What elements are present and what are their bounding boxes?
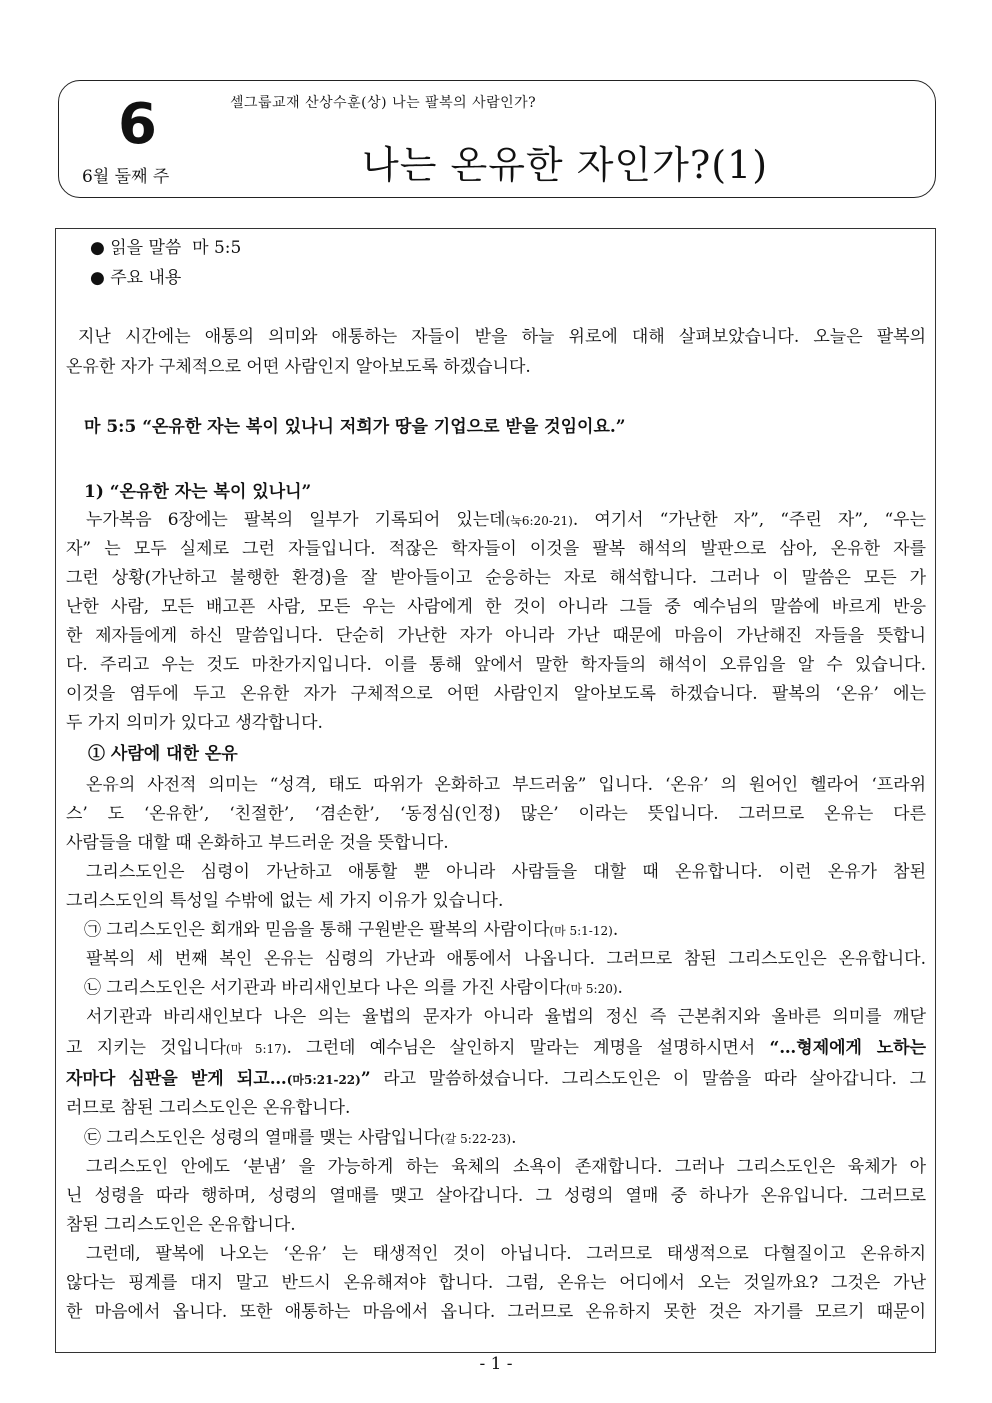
- page-title: 나는 온유한 자인가?(1): [362, 143, 769, 187]
- series-label: 셀그룹교재 산상수훈(상) 나는 팔복의 사람인가?: [230, 95, 537, 111]
- para1-line-6: 다. 주리고 우는 것도 마찬가지입니다. 이를 통해 앞에서 말한 학자들의 해석이 오류임을 알 수 있습니다.: [66, 655, 926, 675]
- reason-1-body: 팔복의 세 번째 복인 온유는 심령의 가난과 애통에서 나옵니다. 그러므로 참된 그리스도인은 온유합니다.: [86, 949, 926, 969]
- para2-line-1: 온유의 사전적 의미는 “성격, 태도 따위가 온화하고 부드러움” 입니다. ‘온유’ 의 원어인 헬라어 ‘프라위: [86, 775, 926, 795]
- reading-label: 읽을 말씀: [110, 238, 182, 258]
- reason-2-line-3: 자마다 심판을 받게 되고…(마5:21-22)” 라고 말씀하셨습니다. 그리스도인은 이 말씀을 따라 살아갑니다. 그: [66, 1069, 926, 1089]
- para1-line-8: 두 가지 의미가 있다고 생각합니다.: [66, 713, 323, 733]
- main-content-line: [90, 264, 950, 292]
- reason-3-line-2: 닌 성령을 따라 행하며, 성령의 열매를 맺고 살아갑니다. 그 성령의 열매 중 하나가 온유입니다. 그러므로: [66, 1186, 926, 1206]
- bullet-icon: ●: [90, 268, 105, 288]
- page-number: - 1 -: [479, 1354, 513, 1374]
- subsection-title: ① 사람에 대한 온유: [88, 744, 238, 764]
- reason-2-line-1: 서기관과 바리새인보다 나은 의는 율법의 문자가 아니라 율법의 정신 즉 근본취지와 올바른 의미를 깨닫: [86, 1007, 926, 1027]
- lesson-number: 6: [118, 92, 157, 157]
- reason-3: ㉢ 그리스도인은 성령의 열매를 맺는 사람입니다(갈 5:22-23).: [84, 1128, 517, 1148]
- para2-line-2: 스’ 도 ‘온유한’, ‘친절한’, ‘겸손한’, ‘동정심(인정) 많은’ 이라는 뜻입니다. 그러므로 온유는 다른: [66, 804, 926, 824]
- reason-2-line-2: 고 지키는 것입니다(마 5:17). 그런데 예수님은 살인하지 말라는 계명을 설명하시면서 “…형제에게 노하는: [66, 1038, 927, 1058]
- para3-line-1: 그리스도인은 심령이 가난하고 애통할 뿐 아니라 사람들을 대할 때 온유합니다. 이런 온유가 참된: [86, 862, 926, 882]
- para1-line-4: 난한 사람, 모든 배고픈 사람, 모든 우는 사람에게 한 것이 아니라 그들 중 예수님의 말씀에 바르게 반응: [66, 597, 926, 617]
- reason-3-line-1: 그리스도인 안에도 ‘분냄’ 을 가능하게 하는 육체의 소욕이 존재합니다. 그러나 그리스도인은 육체가 아: [86, 1157, 926, 1177]
- reason-1: ㉠ 그리스도인은 회개와 믿음을 통해 구원받은 팔복의 사람이다(마 5:1-12).: [84, 920, 619, 940]
- reason-2: ㉡ 그리스도인은 서기관과 바리새인보다 나은 의를 가진 사람이다(마 5:20).: [84, 978, 623, 998]
- intro-line-1: 지난 시간에는 애통의 의미와 애통하는 자들이 받을 하늘 위로에 대해 살펴보았습니다. 오늘은 팔복의: [78, 327, 926, 347]
- para3-line-2: 그리스도인의 특성일 수밖에 없는 세 가지 이유가 있습니다.: [66, 891, 504, 911]
- para1-line-2: 자” 는 모두 실제로 그런 자들입니다. 적잖은 학자들이 이것을 팔복 해석의 발판으로 삼아, 온유한 자를: [66, 539, 926, 559]
- reason-2-line-4: 러므로 참된 그리스도인은 온유합니다.: [66, 1098, 351, 1118]
- main-content-label: 주요 내용: [110, 268, 182, 288]
- para-last-line-3: 한 마음에서 옵니다. 또한 애통하는 마음에서 옵니다. 그러므로 온유하지 못한 것은 자기를 모르기 때문이: [66, 1302, 926, 1322]
- week-label: 6월 둘째 주: [82, 167, 170, 187]
- para2-line-3: 사람들을 대할 때 온화하고 부드러운 것을 뜻합니다.: [66, 833, 449, 853]
- reason-3-line-3: 참된 그리스도인은 온유합니다.: [66, 1215, 296, 1235]
- para1-line-3: 그런 상황(가난하고 불행한 환경)을 잘 받아들이고 순응하는 자로 해석합니다. 그러나 이 말씀은 모든 가: [66, 568, 926, 588]
- para1-line-1: 누가복음 6장에는 팔복의 일부가 기록되어 있는데(눅6:20-21). 여기서 “가난한 자”, “주린 자”, “우는: [86, 510, 926, 530]
- intro-line-2: 온유한 자가 구체적으로 어떤 사람인지 알아보도록 하겠습니다.: [66, 357, 531, 377]
- section-title: 1) “온유한 자는 복이 있나니”: [84, 482, 312, 502]
- reading-line: [90, 234, 950, 262]
- para-last-line-1: 그런데, 팔복에 나오는 ‘온유’ 는 태생적인 것이 아닙니다. 그러므로 태생적으로 다혈질이고 온유하지: [86, 1244, 926, 1264]
- key-verse: 마 5:5 “온유한 자는 복이 있나니 저희가 땅을 기업으로 받을 것임이요.”: [84, 417, 626, 437]
- para1-line-5: 한 제자들에게 하신 말씀입니다. 단순히 가난한 자가 아니라 가난 때문에 마음이 가난해진 자들을 뜻합니: [66, 626, 926, 646]
- bullet-icon: ●: [90, 238, 105, 258]
- para1-line-7: 이것을 염두에 두고 온유한 자가 구체적으로 어떤 사람인지 알아보도록 하겠습니다. 팔복의 ‘온유’ 에는: [66, 684, 926, 704]
- reading-ref: 마 5:5: [192, 238, 242, 258]
- para-last-line-2: 않다는 핑계를 대지 말고 반드시 온유해져야 합니다. 그럼, 온유는 어디에서 오는 것일까요? 그것은 가난: [66, 1273, 926, 1293]
